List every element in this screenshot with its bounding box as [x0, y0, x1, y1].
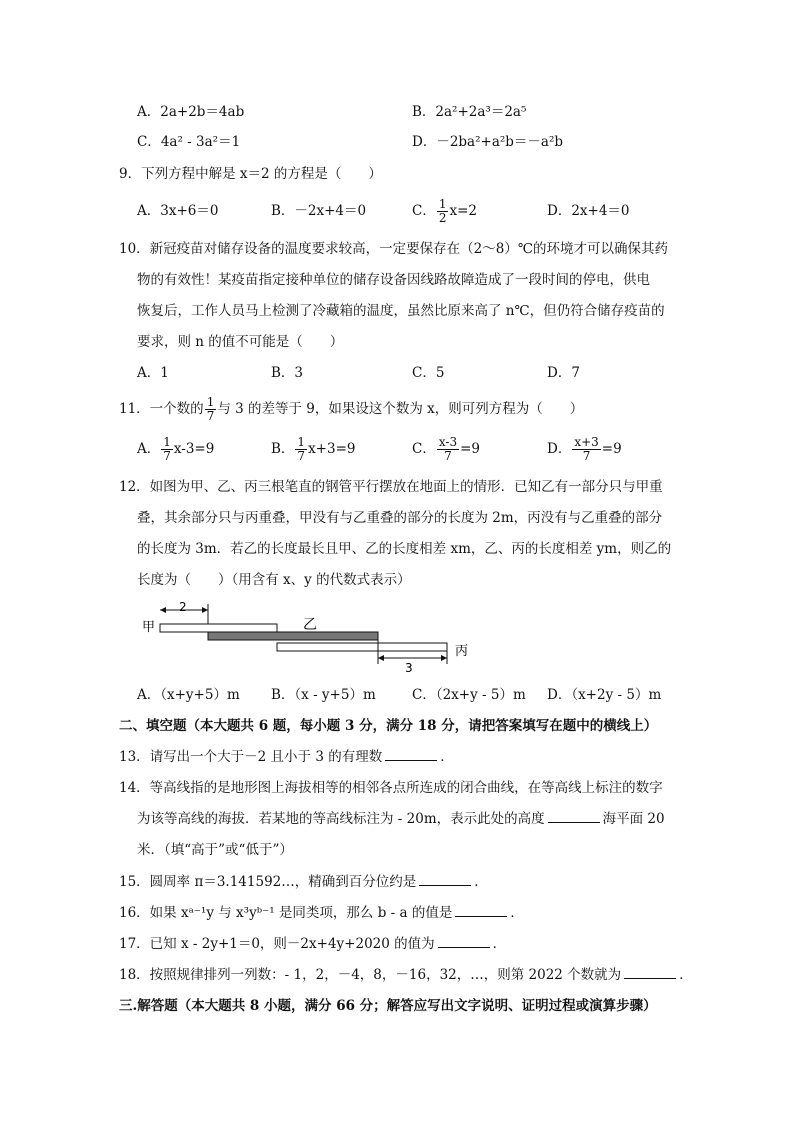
answer-blank — [624, 966, 676, 979]
label-jia: 甲 — [142, 620, 156, 635]
option-tail: x-3=9 — [173, 441, 215, 457]
q14-line-2 — [137, 810, 665, 828]
fraction-numerator: x-3 — [438, 435, 458, 449]
q14-line-1: 14．等高线指的是地形图上海拔相等的相邻各点所连成的闭合曲线，在等高线上标注的数字 — [119, 780, 663, 796]
option-tail: =9 — [601, 441, 622, 457]
q10-option-c: C．5 — [412, 365, 445, 381]
answer-blank — [455, 904, 507, 917]
option-tail: =9 — [460, 441, 480, 457]
q10-line-4: 要求，则 n 的值不可能是（ ） — [137, 334, 344, 350]
q16-end: ． — [510, 905, 524, 921]
q15 — [119, 873, 488, 891]
fraction-denominator: 7 — [444, 449, 452, 463]
q11-stem-end: 与 3 的差等于 9，如果设这个数为 x，则可列方程为（ ） — [217, 401, 584, 417]
option-label: B． — [271, 441, 295, 457]
q13 — [119, 748, 454, 766]
arrowhead-left — [378, 655, 384, 661]
option-label: C． — [412, 203, 436, 219]
steel-pipes-figure — [135, 598, 480, 678]
fraction-denominator: 7 — [163, 449, 171, 463]
q12-option-b: B．（x - y+5）m — [271, 687, 376, 703]
q9-option-a: A．3x+6＝0 — [137, 203, 219, 219]
fraction-numerator: 1 — [163, 435, 171, 449]
fraction-numerator: 1 — [206, 395, 215, 409]
arrowhead-left — [160, 607, 166, 613]
q11-stem — [119, 392, 583, 426]
q16 — [119, 904, 524, 922]
q17-end: ． — [492, 936, 507, 952]
q17-text: 17．已知 x - 2y+1＝0，则－2x+4y+2020 的值为 — [119, 936, 435, 952]
fraction — [205, 396, 217, 423]
answer-blank — [385, 748, 437, 761]
q11-option-a — [137, 432, 214, 466]
q9-option-b: B．－2x+4＝0 — [271, 203, 367, 219]
q14-line-3: 米．（填“高于”或“低于”） — [137, 842, 293, 858]
q10-option-b: B．3 — [271, 365, 304, 381]
q15-text: 15．圆周率 π＝3.141592…，精确到百分位约是 — [119, 874, 417, 890]
option-label: A． — [137, 441, 161, 457]
arrowhead-right — [202, 607, 208, 613]
q10-option-a: A．1 — [137, 365, 169, 381]
q11-stem-start: 11．一个数的 — [119, 401, 204, 417]
fraction-denominator: 7 — [582, 449, 591, 463]
q9-option-d: D．2x+4＝0 — [547, 203, 630, 219]
q15-end: ． — [474, 874, 488, 890]
q17 — [119, 935, 506, 953]
q8-option-b: B．2a²+2a³＝2a⁵ — [412, 104, 527, 120]
q10-line-2: 物的有效性！某疫苗指定接种单位的储存设备因线路故障造成了一段时间的停电，供电 — [137, 272, 650, 288]
q18-end: ． — [679, 967, 693, 983]
answer-blank — [438, 935, 490, 948]
q18 — [119, 966, 693, 984]
q8-option-a: A．2a+2b＝4ab — [137, 104, 245, 120]
pipe-jia — [160, 624, 277, 632]
pipe-bing — [277, 643, 447, 651]
fraction-denominator: 7 — [297, 449, 306, 463]
option-tail: x=2 — [449, 203, 477, 219]
label-yi: 乙 — [303, 617, 317, 633]
q8-option-d: D．－2ba²+a²b＝－a²b — [412, 134, 564, 150]
q11-option-c — [412, 432, 480, 466]
q12-line-2: 叠，其余部分只与丙重叠，甲没有与乙重叠的部分的长度为 2m，丙没有与乙重叠的部分 — [137, 510, 663, 526]
q16-text: 16．如果 xᵃ⁻¹y 与 x³yᵇ⁻¹ 是同类项，那么 b - a 的值是 — [119, 905, 453, 921]
option-label: C． — [412, 441, 436, 457]
dimension-label-3: 3 — [405, 661, 413, 675]
answer-blank — [548, 810, 600, 823]
q14-line-2-end: 海平面 20 — [602, 811, 665, 827]
fraction-denominator: 7 — [206, 409, 215, 423]
fraction — [295, 436, 307, 463]
option-tail: x+3=9 — [308, 441, 356, 457]
q9-stem: 9．下列方程中解是 x＝2 的方程是（ ） — [119, 166, 382, 182]
dimension-label-2: 2 — [179, 600, 187, 614]
q10-option-d: D．7 — [547, 365, 580, 381]
pipe-yi — [208, 632, 378, 640]
q11-option-d — [547, 432, 622, 466]
label-bing: 丙 — [455, 644, 469, 659]
answer-blank — [419, 873, 471, 886]
fraction — [161, 436, 173, 463]
section-2-title: 二、填空题（本大题共 6 题，每小题 3 分，满分 18 分，请把答案填写在题中的横线上） — [119, 718, 658, 734]
q10-line-1: 10．新冠疫苗对储存设备的温度要求较高，一定要保存在（2～8）℃的环境才可以确保其药 — [119, 241, 668, 257]
fraction — [437, 198, 449, 225]
fraction-numerator: 1 — [297, 435, 306, 449]
section-3-title: 三.解答题（本大题共 8 小题，满分 66 分；解答应写出文字说明、证明过程或演算步骤） — [119, 998, 657, 1014]
option-label: D． — [547, 441, 572, 457]
q14-line-2-start: 为该等高线的海拔．若某地的等高线标注为 - 20m，表示此处的高度 — [137, 811, 545, 827]
q13-end: ． — [440, 749, 454, 765]
q12-option-a: A．（x+y+5）m — [137, 687, 240, 703]
fraction — [572, 436, 600, 463]
q12-option-c: C．（2x+y - 5）m — [412, 687, 526, 703]
fraction-numerator: x+3 — [574, 435, 599, 449]
fraction-denominator: 2 — [438, 211, 447, 225]
fraction-numerator: 1 — [438, 197, 447, 211]
q12-line-1: 12．如图为甲、乙、丙三根笔直的钢管平行摆放在地面上的情形．已知乙有一部分只与甲重 — [119, 479, 663, 495]
q18-text: 18．按照规律排列一列数：- 1，2，－4，8，－16，32，…，则第 2022 个数就为 — [119, 967, 622, 983]
q12-option-d: D．（x+2y - 5）m — [547, 687, 662, 703]
arrowhead-right — [441, 655, 447, 661]
q9-option-c — [412, 194, 477, 228]
fraction — [437, 436, 459, 463]
q8-option-c: C．4a² - 3a²＝1 — [137, 134, 241, 150]
q11-option-b — [271, 432, 355, 466]
q12-line-3: 的长度为 3m．若乙的长度最长且甲、乙的长度相差 xm，乙、丙的长度相差 ym，则乙的 — [137, 541, 672, 557]
q12-line-4: 长度为（ ）（用含有 x、y 的代数式表示） — [137, 572, 411, 588]
q10-line-3: 恢复后，工作人员马上检测了冷藏箱的温度，虽然比原来高了 n℃，但仍符合储存疫苗的 — [137, 303, 665, 319]
q13-text: 13．请写出一个大于－2 且小于 3 的有理数 — [119, 749, 383, 765]
